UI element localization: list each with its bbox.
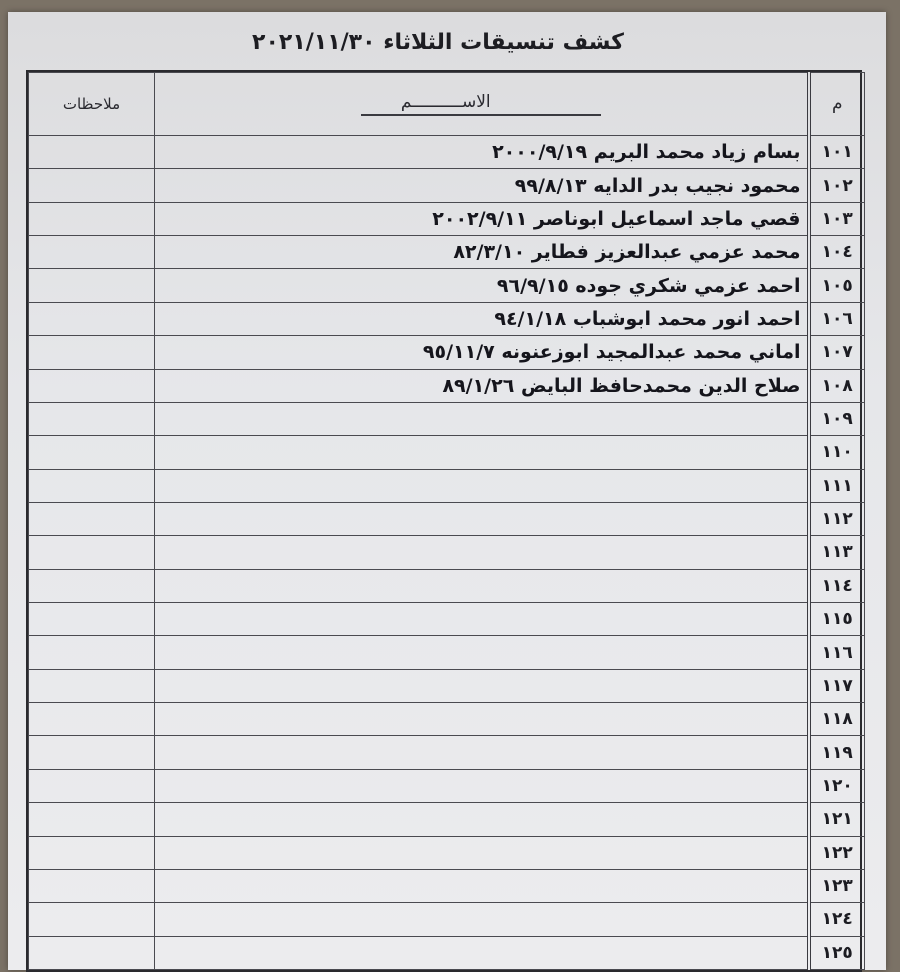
row-notes bbox=[29, 369, 155, 402]
table-row bbox=[29, 769, 865, 802]
header-notes: ملاحظات bbox=[29, 73, 155, 136]
names-table-frame bbox=[26, 70, 862, 972]
row-number: ١٠٣ bbox=[809, 202, 865, 235]
table-row bbox=[29, 803, 865, 836]
row-notes bbox=[29, 569, 155, 602]
row-number: ١٢١ bbox=[809, 803, 865, 836]
row-notes bbox=[29, 936, 155, 969]
row-number: ١١٩ bbox=[809, 736, 865, 769]
table-row bbox=[29, 502, 865, 535]
row-notes bbox=[29, 703, 155, 736]
row-notes bbox=[29, 469, 155, 502]
row-notes bbox=[29, 803, 155, 836]
row-number: ١٠٦ bbox=[809, 302, 865, 335]
row-name bbox=[155, 803, 809, 836]
table-row bbox=[29, 136, 865, 169]
row-notes bbox=[29, 836, 155, 869]
row-number: ١٢٠ bbox=[809, 769, 865, 802]
row-notes bbox=[29, 536, 155, 569]
table-row bbox=[29, 636, 865, 669]
table-row bbox=[29, 336, 865, 369]
document-title: كشف تنسيقات الثلاثاء ٢٠٢١/١١/٣٠ bbox=[252, 30, 624, 55]
row-notes bbox=[29, 869, 155, 902]
table-row bbox=[29, 936, 865, 969]
row-name: اماني محمد عبدالمجيد ابوزعنونه ٩٥/١١/٧ bbox=[155, 336, 809, 369]
table-row bbox=[29, 469, 865, 502]
row-number: ١٠٥ bbox=[809, 269, 865, 302]
table-row bbox=[29, 202, 865, 235]
row-number: ١١٨ bbox=[809, 703, 865, 736]
header-number: م bbox=[809, 73, 865, 136]
row-name bbox=[155, 436, 809, 469]
row-name bbox=[155, 603, 809, 636]
row-name: احمد عزمي شكري جوده ٩٦/٩/١٥ bbox=[155, 269, 809, 302]
document-page bbox=[8, 12, 886, 970]
row-notes bbox=[29, 502, 155, 535]
row-notes bbox=[29, 302, 155, 335]
row-notes bbox=[29, 136, 155, 169]
row-number: ١١٠ bbox=[809, 436, 865, 469]
row-name bbox=[155, 669, 809, 702]
row-notes bbox=[29, 669, 155, 702]
row-name bbox=[155, 903, 809, 936]
row-number: ١٢٤ bbox=[809, 903, 865, 936]
table-row bbox=[29, 369, 865, 402]
table-row bbox=[29, 269, 865, 302]
table-row bbox=[29, 603, 865, 636]
table-row bbox=[29, 669, 865, 702]
row-number: ١٢٣ bbox=[809, 869, 865, 902]
row-notes bbox=[29, 269, 155, 302]
row-name: محمد عزمي عبدالعزيز فطاير ٨٢/٣/١٠ bbox=[155, 236, 809, 269]
header-name bbox=[155, 73, 809, 136]
row-notes bbox=[29, 769, 155, 802]
row-name bbox=[155, 502, 809, 535]
row-notes bbox=[29, 636, 155, 669]
header-name-label: الاســــــــــم bbox=[361, 92, 601, 116]
row-number: ١١٦ bbox=[809, 636, 865, 669]
row-name bbox=[155, 869, 809, 902]
row-name bbox=[155, 536, 809, 569]
table-row bbox=[29, 836, 865, 869]
row-number: ١٠١ bbox=[809, 136, 865, 169]
table-row bbox=[29, 903, 865, 936]
row-number: ١١٥ bbox=[809, 603, 865, 636]
row-number: ١٢٢ bbox=[809, 836, 865, 869]
table-row bbox=[29, 302, 865, 335]
row-number: ١٠٩ bbox=[809, 402, 865, 435]
row-number: ١٠٤ bbox=[809, 236, 865, 269]
row-name bbox=[155, 469, 809, 502]
row-notes bbox=[29, 736, 155, 769]
table-row bbox=[29, 169, 865, 202]
row-number: ١١٣ bbox=[809, 536, 865, 569]
row-number: ١٢٥ bbox=[809, 936, 865, 969]
row-name bbox=[155, 936, 809, 969]
table-header-row bbox=[29, 73, 865, 136]
row-number: ١٠٨ bbox=[809, 369, 865, 402]
row-name: احمد انور محمد ابوشباب ٩٤/١/١٨ bbox=[155, 302, 809, 335]
row-number: ١٠٢ bbox=[809, 169, 865, 202]
row-name: قصي ماجد اسماعيل ابوناصر ٢٠٠٢/٩/١١ bbox=[155, 202, 809, 235]
table-row bbox=[29, 236, 865, 269]
row-name bbox=[155, 569, 809, 602]
row-name bbox=[155, 402, 809, 435]
row-name bbox=[155, 769, 809, 802]
table-row bbox=[29, 569, 865, 602]
row-name: محمود نجيب بدر الدايه ٩٩/٨/١٣ bbox=[155, 169, 809, 202]
table-body bbox=[29, 136, 865, 970]
row-name bbox=[155, 736, 809, 769]
row-notes bbox=[29, 202, 155, 235]
row-number: ١١٢ bbox=[809, 502, 865, 535]
row-name bbox=[155, 836, 809, 869]
row-notes bbox=[29, 603, 155, 636]
row-notes bbox=[29, 169, 155, 202]
table-row bbox=[29, 436, 865, 469]
row-name: صلاح الدين محمدحافظ البايض ٨٩/١/٢٦ bbox=[155, 369, 809, 402]
row-notes bbox=[29, 436, 155, 469]
row-name bbox=[155, 636, 809, 669]
table-row bbox=[29, 869, 865, 902]
table-row bbox=[29, 703, 865, 736]
row-name bbox=[155, 703, 809, 736]
table-row bbox=[29, 536, 865, 569]
row-name: بسام زياد محمد البريم ٢٠٠٠/٩/١٩ bbox=[155, 136, 809, 169]
row-number: ١١٧ bbox=[809, 669, 865, 702]
row-notes bbox=[29, 903, 155, 936]
row-number: ١١١ bbox=[809, 469, 865, 502]
row-notes bbox=[29, 236, 155, 269]
row-number: ١١٤ bbox=[809, 569, 865, 602]
row-notes bbox=[29, 402, 155, 435]
table-row bbox=[29, 736, 865, 769]
names-table bbox=[28, 72, 865, 970]
row-number: ١٠٧ bbox=[809, 336, 865, 369]
table-row bbox=[29, 402, 865, 435]
row-notes bbox=[29, 336, 155, 369]
